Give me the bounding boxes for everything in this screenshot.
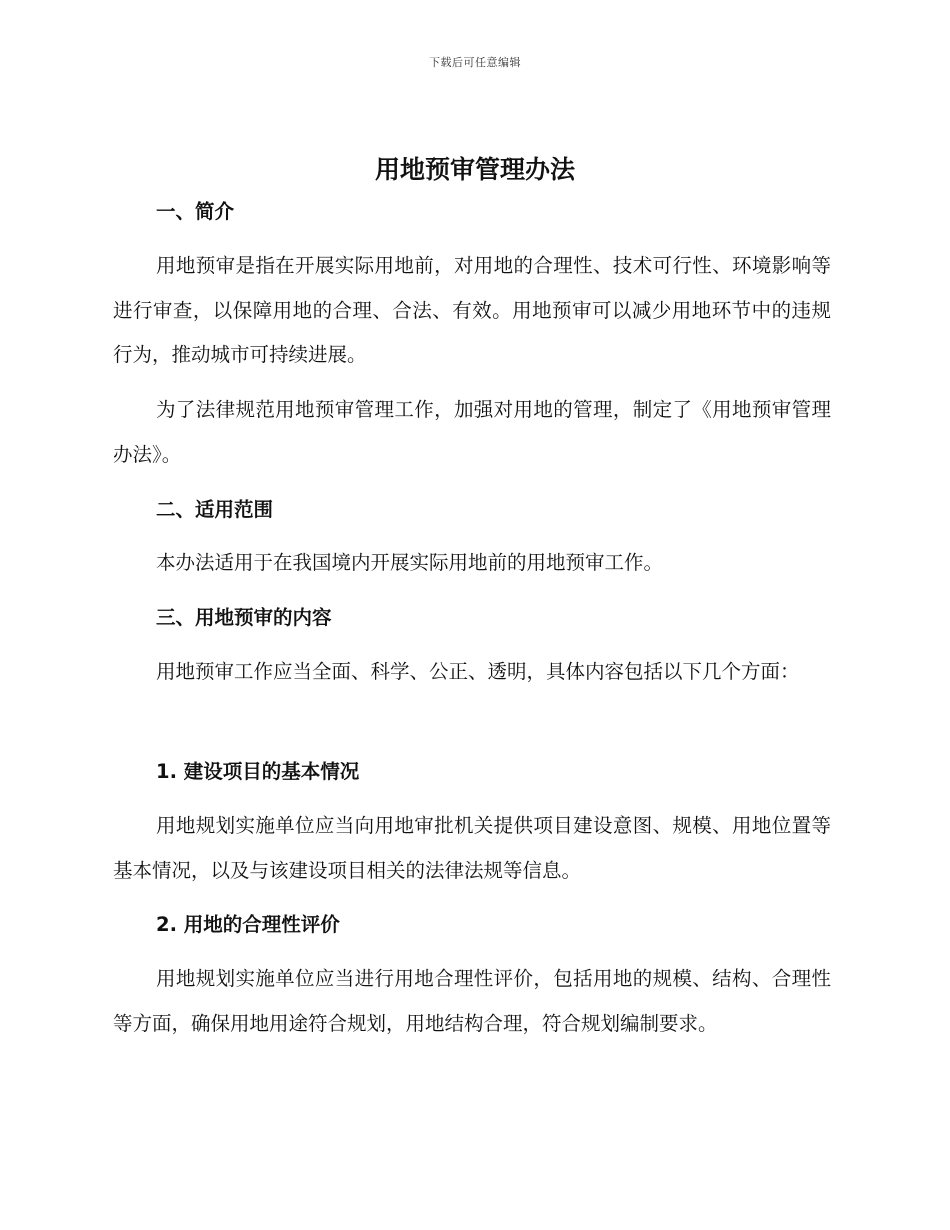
paragraph-intro-definition: 用地预审是指在开展实际用地前，对用地的合理性、技术可行性、环境影响等进行审查，以保障用地的合理、合法、有效。用地预审可以减少用地环节中的违规行为，推动城市可持续进展。 [113, 254, 831, 366]
paragraph-intro-purpose: 为了法律规范用地预审管理工作，加强对用地的管理，制定了《用地预审管理办法》。 [113, 398, 831, 466]
document-title: 用地预审管理办法 [374, 155, 575, 184]
subsection-heading-project-basics: 1. 建设项目的基本情况 [156, 760, 360, 783]
paragraph-content-overview: 用地预审工作应当全面、科学、公正、透明，具体内容包括以下几个方面： [156, 660, 800, 683]
section-heading-intro: 一、简介 [156, 200, 235, 223]
subsection-heading-rationality: 2. 用地的合理性评价 [156, 913, 340, 936]
section-heading-scope: 二、适用范围 [156, 498, 274, 521]
page-header-note: 下载后可任意编辑 [429, 56, 521, 69]
section-heading-content: 三、用地预审的内容 [156, 606, 332, 629]
paragraph-scope: 本办法适用于在我国境内开展实际用地前的用地预审工作。 [156, 551, 664, 574]
paragraph-project-basics: 用地规划实施单位应当向用地审批机关提供项目建设意图、规模、用地位置等基本情况，以及与该建设项目相关的法律法规等信息。 [113, 814, 831, 882]
paragraph-rationality: 用地规划实施单位应当进行用地合理性评价，包括用地的规模、结构、合理性等方面，确保用地用途符合规划，用地结构合理，符合规划编制要求。 [113, 967, 831, 1035]
